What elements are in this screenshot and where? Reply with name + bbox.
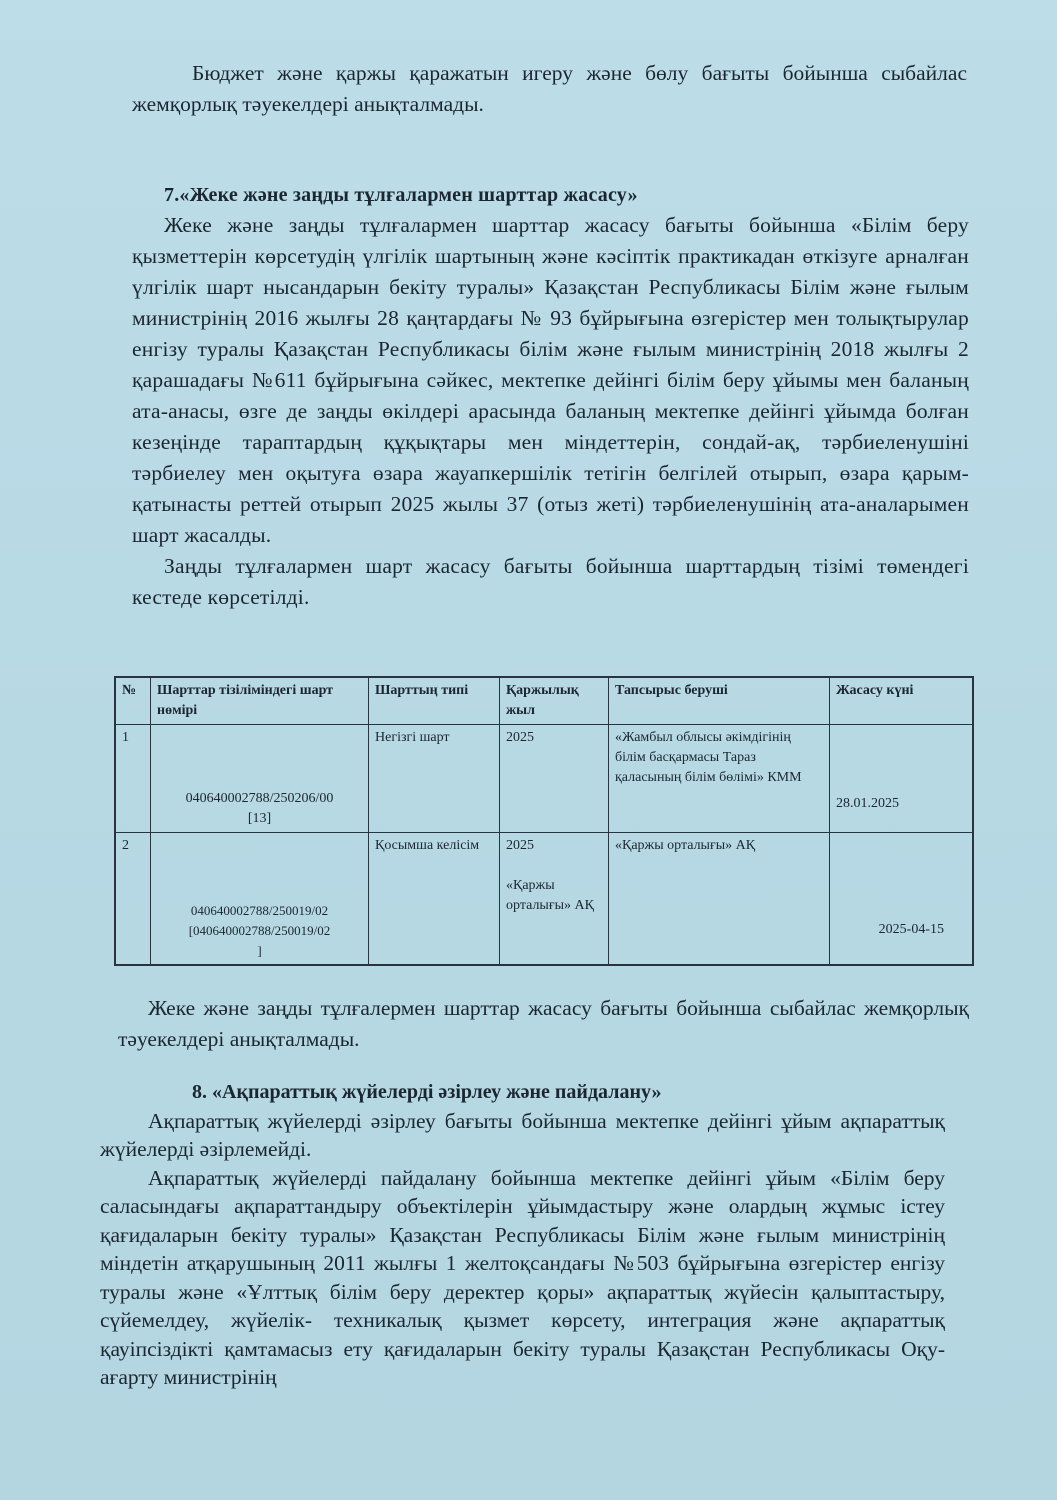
table-header-row: [115, 677, 973, 725]
header-num: №: [115, 677, 151, 725]
section6-conclusion: Бюджет және қаржы қаражатын игеру және бөлу бағыты бойынша сыбайлас жемқорлық тәуекелдері анықталмады.: [132, 61, 967, 116]
cell-customer: «Қаржы орталығы» АҚ: [609, 833, 830, 965]
cell-contract-type: Қосымша келісім: [369, 833, 500, 965]
table-row: [115, 833, 973, 965]
cell-fiscal-year: 2025: [500, 725, 609, 833]
contracts-table: [114, 676, 974, 966]
section7: [132, 180, 969, 613]
section8-paragraph-1: Ақпараттық жүйелерді әзірлеу бағыты бойынша мектепке дейінгі ұйым ақпараттық жүйелерді әзірлемейді.: [100, 1108, 945, 1161]
cell-customer: «Жамбыл облысы әкімдігінің білім басқармасы Тараз қаласының білім бөлімі» КММ: [609, 725, 830, 833]
header-fiscal-year: Қаржылық жыл: [500, 677, 609, 725]
header-contract-type: Шарттың типі: [369, 677, 500, 725]
cell-num: 1: [115, 725, 151, 833]
cell-contract-number: 040640002788/250206/00 [13]: [151, 725, 369, 833]
cell-fiscal-year: 2025 «Қаржы орталығы» АҚ: [500, 833, 609, 965]
header-contract-number: Шарттар тізіліміндегі шарт нөмірі: [151, 677, 369, 725]
section8-title: 8. «Ақпараттық жүйелерді әзірлеу және пайдалану»: [192, 1081, 662, 1103]
section8: [100, 1078, 945, 1392]
section7-conclusion-block: [118, 993, 969, 1055]
cell-contract-type: Негізгі шарт: [369, 725, 500, 833]
section7-conclusion: Жеке және заңды тұлғалермен шарттар жасасу бағыты бойынша сыбайлас жемқорлық тәуекелдері анықталмады.: [118, 996, 969, 1051]
section7-paragraph-2: Заңды тұлғалармен шарт жасасу бағыты бойынша шарттардың тізімі төмендегі кестеде көрсетілді.: [132, 554, 969, 609]
section8-paragraph-2: Ақпараттық жүйелерді пайдалану бойынша мектепке дейінгі ұйым «Білім беру саласындағы ақпараттандыру объектілерін ұйымдастыру және олардың жұмыс істеу қағидаларын бекіту туралы» Қазақстан Республикасы Білім және ғылым министрінің міндетін атқарушының 2011 жылғы 1 желтоқсандағы №503 бұйрығына өзгерістер енгізу туралы және «Ұлттық білім беру деректер қоры» ақпараттық жүйесін қалыптастыру, сүйемелдеу, жүйелік- техникалық қызмет көрсету, интеграция және ақпараттық қауіпсіздікті қамтамасыз ету қағидаларын бекіту туралы Қазақстан Республикасы Оқу- ағарту министрінің: [100, 1165, 945, 1389]
section6-ending: [132, 58, 967, 120]
section7-title: 7.«Жеке және заңды тұлғалармен шарттар жасасу»: [164, 184, 638, 206]
section7-paragraph-1: Жеке және заңды тұлғалармен шарттар жасасу бағыты бойынша «Білім беру қызметтерін көрсетудің үлгілік шартының және кәсіптік практикадан өткізуге арналған үлгілік шарт нысандарын бекіту туралы» Қазақстан Республикасы Білім және ғылым министрінің 2016 жылғы 28 қаңтардағы № 93 бұйрығына өзгерістер мен толықтырулар енгізу туралы Қазақстан Республикасы білім және ғылым министрінің 2018 жылғы 2 қарашадағы №611 бұйрығына сәйкес, мектепке дейінгі білім беру ұйымы мен баланың ата-анасы, өзге де заңды өкілдері арасында баланың мектепке дейінгі ұйымда болған кезеңінде тараптардың құқықтары мен міндеттерін, сондай-ақ, тәрбиеленушіні тәрбиелеу мен оқытуға өзара жауапкершілік тетігін белгілей отырып, өзара қарым-қатынасты реттей отырып 2025 жылы 37 (отыз жеті) тәрбиеленушінің ата-аналарымен шарт жасалды.: [132, 213, 969, 547]
cell-contract-number: 040640002788/250019/02 [040640002788/250019/02 ]: [151, 833, 369, 965]
table-row: [115, 725, 973, 833]
cell-num: 2: [115, 833, 151, 965]
cell-date: 28.01.2025: [830, 725, 974, 833]
cell-date: 2025-04-15: [830, 833, 974, 965]
header-customer: Тапсырыс беруші: [609, 677, 830, 725]
header-date: Жасасу күні: [830, 677, 974, 725]
